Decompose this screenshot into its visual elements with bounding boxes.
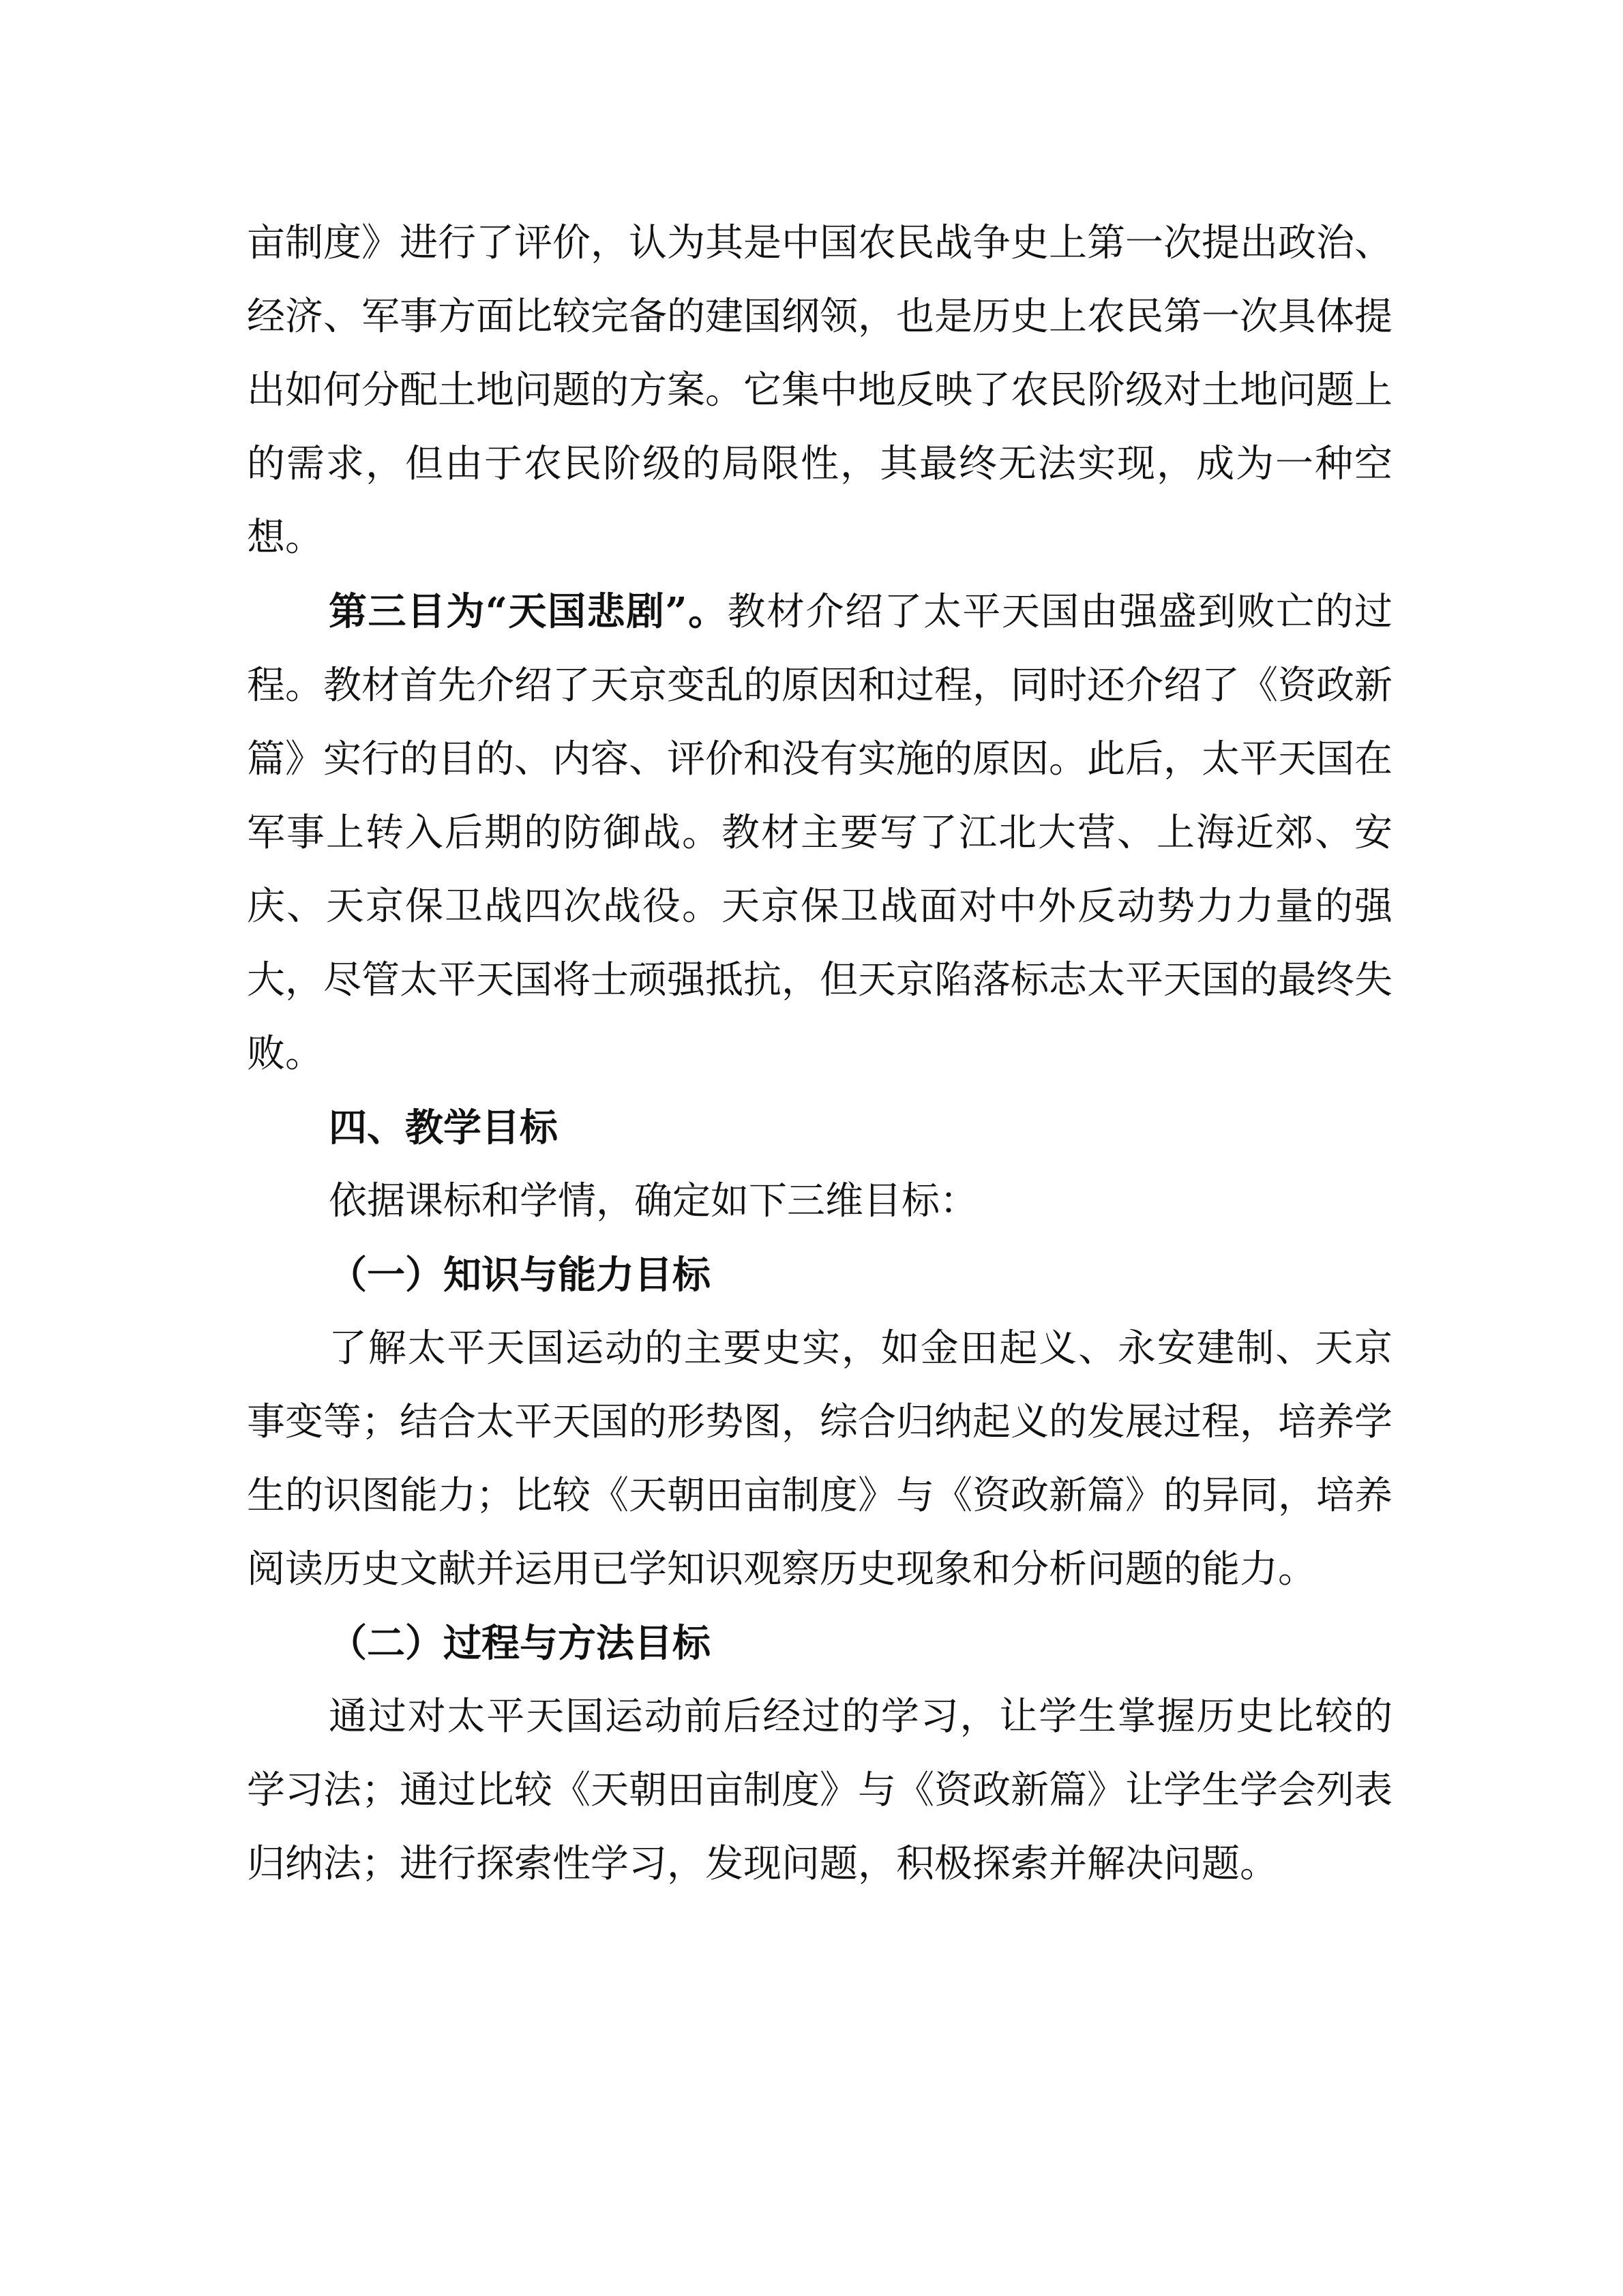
- subheading-knowledge-ability: （一）知识与能力目标: [329, 1253, 711, 1298]
- subheading-process-method: （二）过程与方法目标: [329, 1621, 711, 1666]
- paragraph-process-method: [247, 1680, 1393, 1901]
- paragraph-lead: 第三目为“天国悲剧”。: [329, 589, 728, 634]
- paragraph-continuation: [247, 207, 1393, 575]
- paragraph-knowledge-ability: [247, 1312, 1393, 1607]
- paragraph-text: 亩制度》进行了评价，认为其是中国农民战争史上第一次提出政治、经济、军事方面比较完备的建国纲领，也是历史上农民第一次具体提出如何分配土地问题的方案。它集中地反映了农民阶级对土地问题上的需求，但由于农民阶级的局限性，其最终无法实现，成为一种空想。: [247, 221, 1393, 560]
- document-page: [247, 207, 1393, 1901]
- paragraph-third-section: [247, 575, 1393, 1091]
- paragraph-text: 教材介绍了太平天国由强盛到败亡的过程。教材首先介绍了天京变乱的原因和过程，同时还介绍了《资政新篇》实行的目的、内容、评价和没有实施的原因。此后，太平天国在军事上转入后期的防御战。教材主要写了江北大营、上海近郊、安庆、天京保卫战四次战役。天京保卫战面对中外反动势力力量的强大，尽管太平天国将士顽强抵抗，但天京陷落标志太平天国的最终失败。: [247, 590, 1393, 1076]
- paragraph-text: 依据课标和学情，确定如下三维目标：: [329, 1179, 978, 1223]
- paragraph-text: 通过对太平天国运动前后经过的学习，让学生掌握历史比较的学习法；通过比较《天朝田亩制度》与《资政新篇》让学生学会列表归纳法；进行探索性学习，发现问题，积极探索并解决问题。: [247, 1695, 1393, 1886]
- paragraph-text: 了解太平天国运动的主要史实，如金田起义、永安建制、天京事变等；结合太平天国的形势图，综合归纳起义的发展过程，培养学生的识图能力；比较《天朝田亩制度》与《资政新篇》的异同，培养阅读历史文献并运用已学知识观察历史现象和分析问题的能力。: [247, 1326, 1393, 1592]
- paragraph-goals-intro: [247, 1165, 1393, 1238]
- section-heading-teaching-goals: 四、教学目标: [329, 1105, 558, 1150]
